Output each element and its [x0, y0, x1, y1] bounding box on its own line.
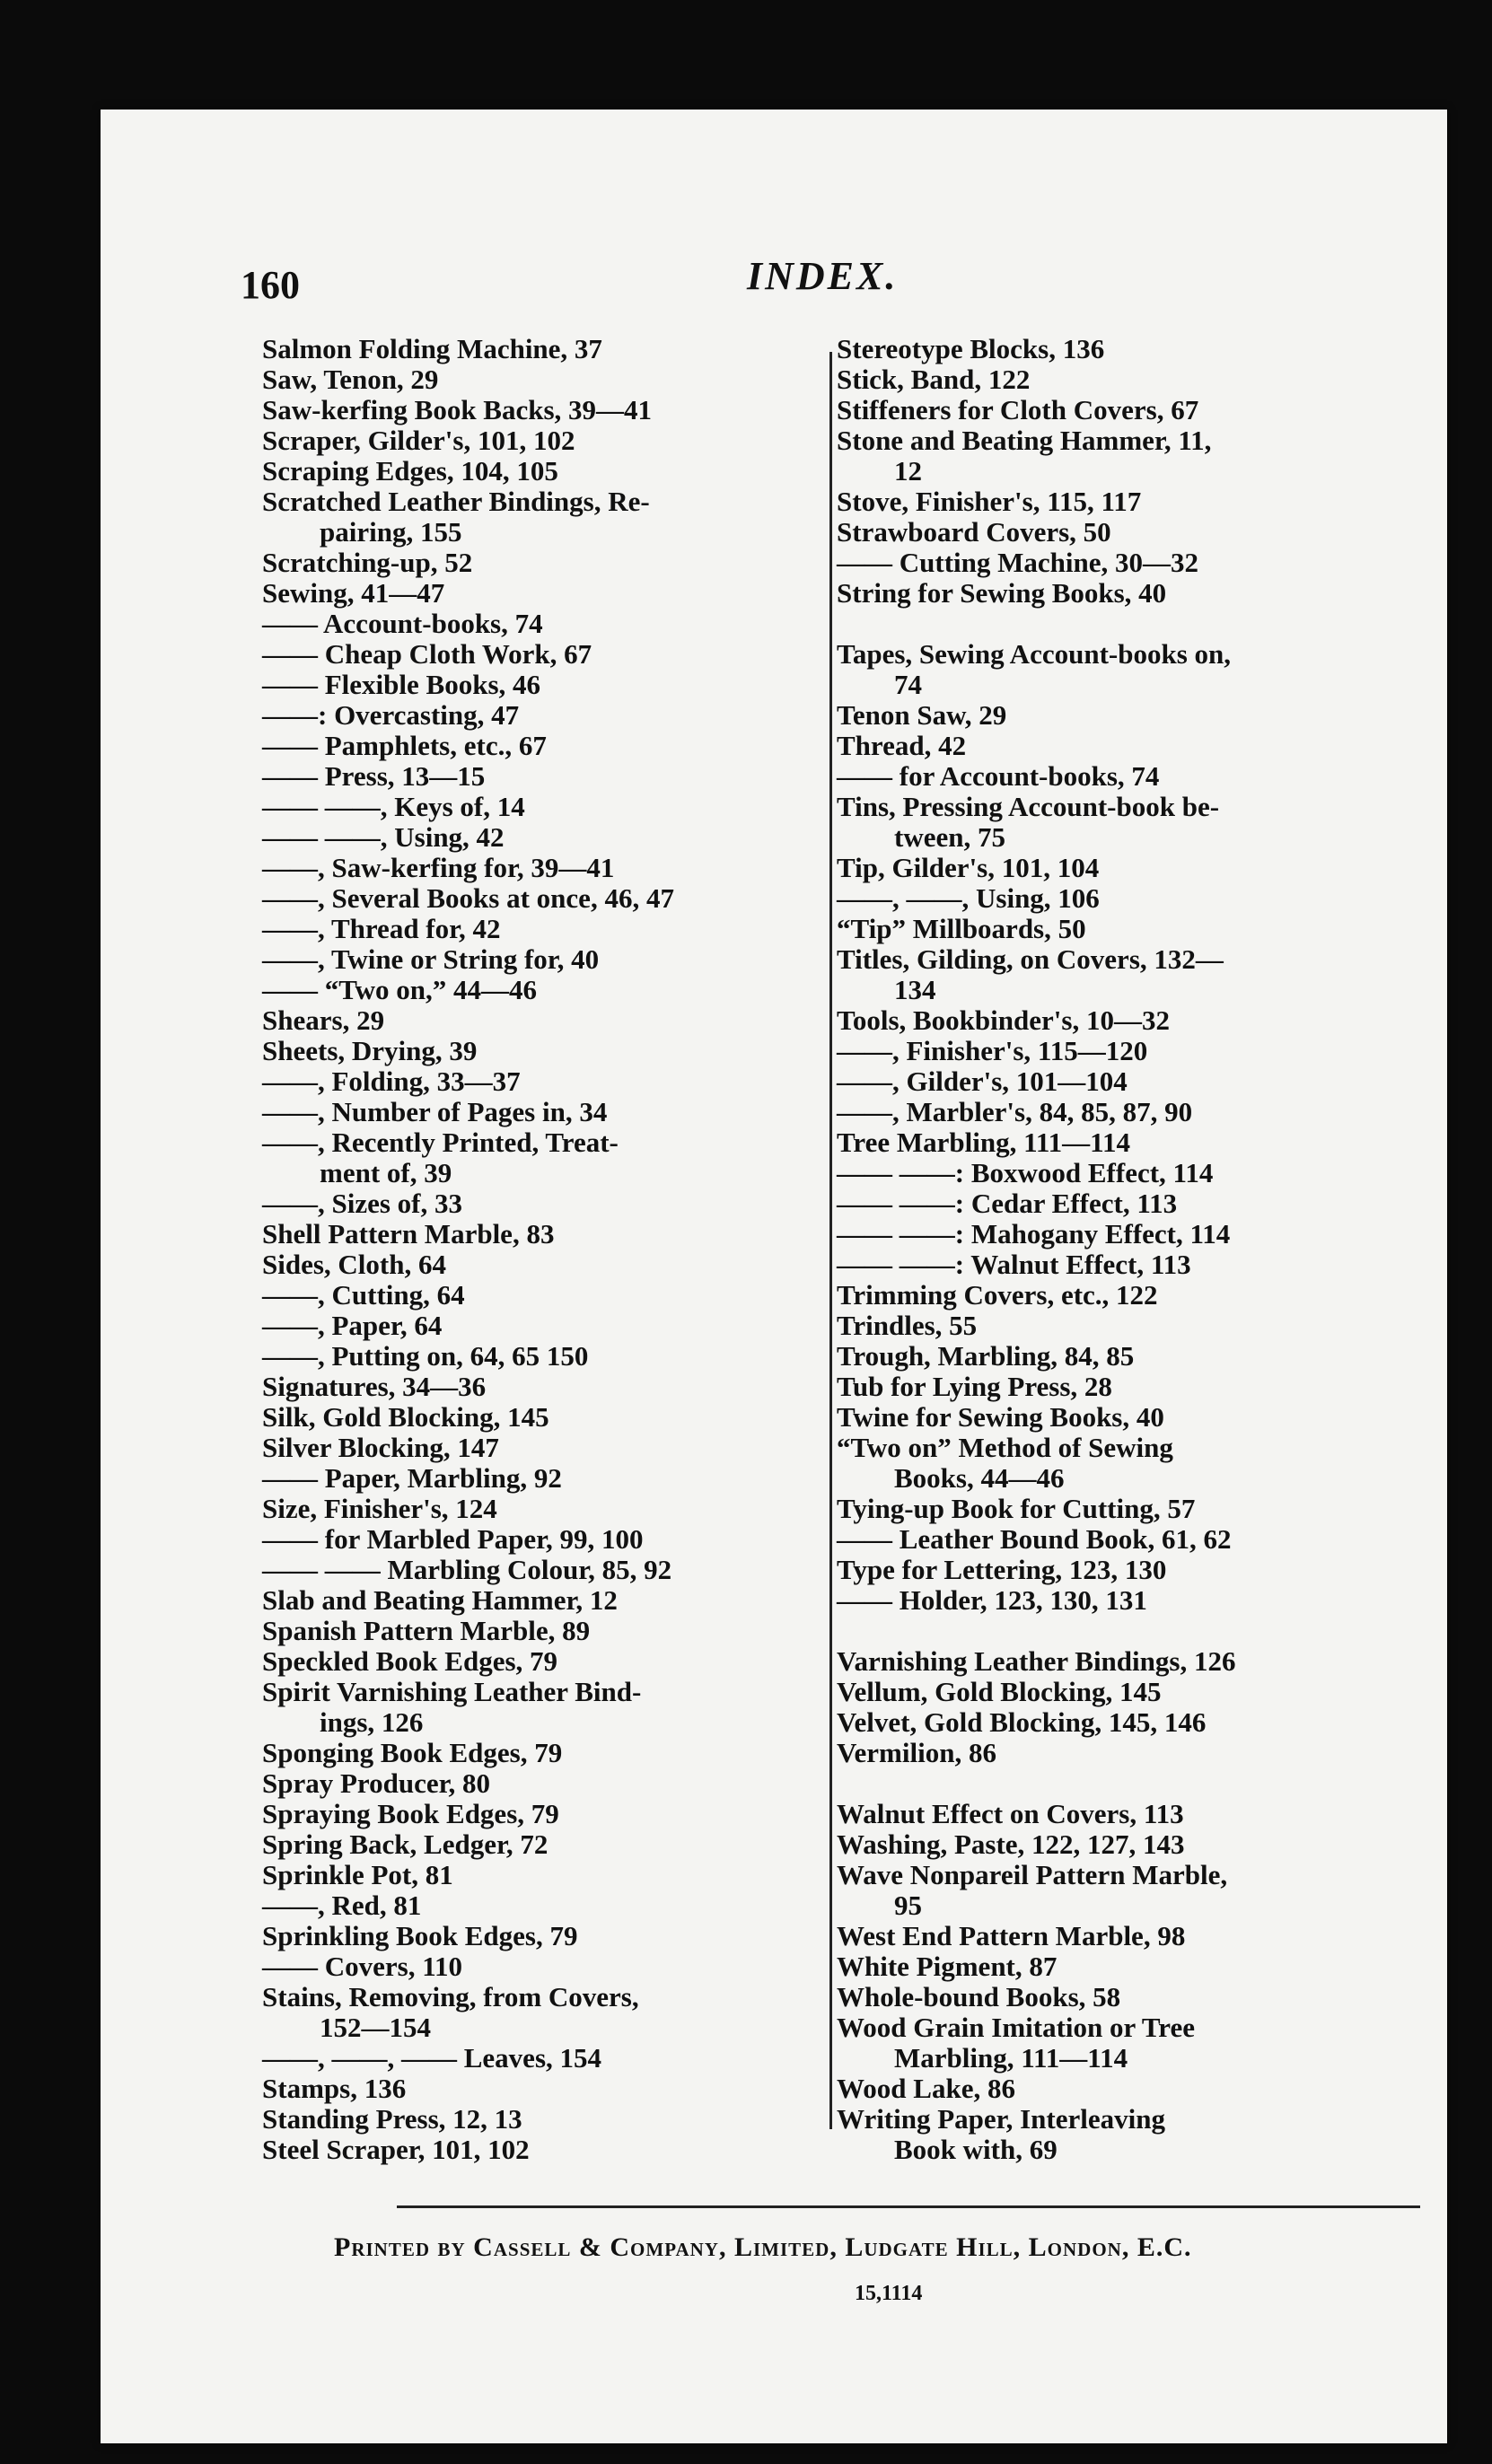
- index-entry: —— Holder, 123, 130, 131: [837, 1584, 1147, 1616]
- index-entry: Strawboard Covers, 50: [837, 516, 1111, 548]
- index-entry: Spray Producer, 80: [262, 1767, 491, 1799]
- index-entry: Vermilion, 86: [837, 1737, 996, 1768]
- index-entry: Twine for Sewing Books, 40: [837, 1401, 1164, 1433]
- index-entry: Spring Back, Ledger, 72: [262, 1828, 549, 1860]
- section-gap: [837, 1616, 1429, 1646]
- index-entry: Stiffeners for Cloth Covers, 67: [837, 394, 1199, 425]
- page-number: 160: [241, 263, 300, 307]
- index-entry: tween, 75: [894, 821, 1005, 853]
- index-entry: Wood Grain Imitation or Tree: [837, 2012, 1195, 2043]
- index-entry: ——, Saw-kerfing for, 39—41: [262, 852, 615, 883]
- index-entry: ——, Marbler's, 84, 85, 87, 90: [837, 1096, 1193, 1127]
- index-entry: Saw, Tenon, 29: [262, 364, 439, 395]
- index-entry: West End Pattern Marble, 98: [837, 1920, 1186, 1951]
- index-entry: pairing, 155: [320, 516, 462, 548]
- index-entry: Tins, Pressing Account-book be-: [837, 791, 1220, 822]
- index-entry: Sewing, 41—47: [262, 577, 445, 609]
- index-entry: Stick, Band, 122: [837, 364, 1031, 395]
- index-entry: —— Account-books, 74: [262, 608, 543, 639]
- index-entry: Stains, Removing, from Covers,: [262, 1981, 639, 2012]
- page-header: [101, 254, 1447, 325]
- index-entry: Velvet, Gold Blocking, 145, 146: [837, 1706, 1207, 1738]
- index-column-left: [262, 334, 846, 2165]
- index-entry: Tip, Gilder's, 101, 104: [837, 852, 1100, 883]
- index-entry: Whole-bound Books, 58: [837, 1981, 1121, 2012]
- index-entry: Scraping Edges, 104, 105: [262, 455, 558, 487]
- index-entry: ment of, 39: [320, 1157, 452, 1188]
- index-entry: Spraying Book Edges, 79: [262, 1798, 559, 1829]
- index-entry: ——, Twine or String for, 40: [262, 943, 600, 975]
- index-entry: ——, Thread for, 42: [262, 913, 501, 944]
- index-entry: —— ——, Keys of, 14: [262, 791, 525, 822]
- index-entry: —— for Account-books, 74: [837, 760, 1160, 792]
- index-entry: Steel Scraper, 101, 102: [262, 2134, 530, 2165]
- index-entry: Stone and Beating Hammer, 11,: [837, 425, 1212, 456]
- index-entry: Tapes, Sewing Account-books on,: [837, 638, 1231, 670]
- index-entry: Sponging Book Edges, 79: [262, 1737, 563, 1768]
- index-entry: Sprinkling Book Edges, 79: [262, 1920, 578, 1951]
- index-entry: —— ——: Cedar Effect, 113: [837, 1188, 1178, 1219]
- index-entry: ——, Finisher's, 115—120: [837, 1035, 1148, 1066]
- index-entry: —— Flexible Books, 46: [262, 669, 541, 700]
- index-entry: Salmon Folding Machine, 37: [262, 333, 602, 364]
- index-entry: —— “Two on,” 44—46: [262, 974, 538, 1005]
- index-entry: Book with, 69: [894, 2134, 1058, 2165]
- index-entry: —— Paper, Marbling, 92: [262, 1462, 562, 1494]
- index-entry: ——, Several Books at once, 46, 47: [262, 882, 674, 914]
- index-entry: “Two on” Method of Sewing: [837, 1432, 1173, 1463]
- index-entry: Spanish Pattern Marble, 89: [262, 1615, 591, 1646]
- index-entry: ——, Red, 81: [262, 1890, 422, 1921]
- section-gap: [837, 609, 1429, 639]
- index-entry: Walnut Effect on Covers, 113: [837, 1798, 1184, 1829]
- index-entry: Vellum, Gold Blocking, 145: [837, 1676, 1162, 1707]
- index-entry: —— Press, 13—15: [262, 760, 486, 792]
- index-entry: Sides, Cloth, 64: [262, 1249, 446, 1280]
- index-entry: Standing Press, 12, 13: [262, 2103, 522, 2135]
- index-entry: ——, Gilder's, 101—104: [837, 1065, 1128, 1097]
- index-entry: —— Covers, 110: [262, 1951, 463, 1982]
- index-entry: ——, Sizes of, 33: [262, 1188, 463, 1219]
- index-entry: ——, Putting on, 64, 65 150: [262, 1340, 589, 1372]
- section-gap: [837, 1768, 1429, 1799]
- index-entry: Sheets, Drying, 39: [262, 1035, 478, 1066]
- index-entry: Signatures, 34—36: [262, 1371, 487, 1402]
- index-entry: Thread, 42: [837, 730, 967, 761]
- index-entry: Trimming Covers, etc., 122: [837, 1279, 1158, 1311]
- index-entry: ——, Number of Pages in, 34: [262, 1096, 608, 1127]
- index-entry: Marbling, 111—114: [894, 2042, 1128, 2074]
- index-entry: White Pigment, 87: [837, 1951, 1058, 1982]
- index-entry: 95: [894, 1890, 922, 1921]
- footer-rule: [397, 2205, 1420, 2208]
- index-entry: Tenon Saw, 29: [837, 699, 1007, 731]
- index-entry: Silver Blocking, 147: [262, 1432, 499, 1463]
- index-entry: 134: [894, 974, 936, 1005]
- index-entry: —— Leather Bound Book, 61, 62: [837, 1523, 1232, 1555]
- index-entry: ——, Recently Printed, Treat-: [262, 1127, 619, 1158]
- column-divider: [829, 352, 832, 2129]
- index-entry: —— ——: Mahogany Effect, 114: [837, 1218, 1231, 1250]
- index-entry: —— ——: Walnut Effect, 113: [837, 1249, 1191, 1280]
- index-entry: Size, Finisher's, 124: [262, 1493, 497, 1524]
- index-entry: 152—154: [320, 2012, 431, 2043]
- index-entry: Tub for Lying Press, 28: [837, 1371, 1112, 1402]
- index-entry: Scratching-up, 52: [262, 547, 473, 578]
- index-entry: “Tip” Millboards, 50: [837, 913, 1086, 944]
- index-entry: ——, Paper, 64: [262, 1310, 443, 1341]
- index-entry: Titles, Gilding, on Covers, 132—: [837, 943, 1224, 975]
- book-page: [101, 110, 1447, 2443]
- printer-imprint: Printed by Cassell & Company, Limited, Ludgate Hill, London, E.C.: [334, 2232, 1192, 2262]
- index-entry: Slab and Beating Hammer, 12: [262, 1584, 618, 1616]
- index-entry: ——, Cutting, 64: [262, 1279, 465, 1311]
- index-entry: Books, 44—46: [894, 1462, 1065, 1494]
- index-entry: Shell Pattern Marble, 83: [262, 1218, 555, 1250]
- index-entry: —— Cutting Machine, 30—32: [837, 547, 1198, 578]
- index-entry: —— Cheap Cloth Work, 67: [262, 638, 592, 670]
- index-entry: Trough, Marbling, 84, 85: [837, 1340, 1135, 1372]
- index-entry: —— Pamphlets, etc., 67: [262, 730, 547, 761]
- index-entry: Varnishing Leather Bindings, 126: [837, 1645, 1236, 1677]
- index-entry: Speckled Book Edges, 79: [262, 1645, 558, 1677]
- index-entry: Sprinkle Pot, 81: [262, 1859, 453, 1890]
- index-entry: Spirit Varnishing Leather Bind-: [262, 1676, 642, 1707]
- index-entry: Trindles, 55: [837, 1310, 978, 1341]
- index-entry: Stamps, 136: [262, 2073, 407, 2104]
- index-entry: Tree Marbling, 111—114: [837, 1127, 1130, 1158]
- index-entry: ——, ——, —— Leaves, 154: [262, 2042, 602, 2074]
- index-entry: Tying-up Book for Cutting, 57: [837, 1493, 1196, 1524]
- index-entry: String for Sewing Books, 40: [837, 577, 1167, 609]
- index-entry: 74: [894, 669, 922, 700]
- index-entry: ——, Folding, 33—37: [262, 1065, 521, 1097]
- index-entry: —— ——: Boxwood Effect, 114: [837, 1157, 1214, 1188]
- index-entry: Wood Lake, 86: [837, 2073, 1015, 2104]
- index-entry: ——, ——, Using, 106: [837, 882, 1100, 914]
- index-entry: ——: Overcasting, 47: [262, 699, 520, 731]
- index-entry: Saw-kerfing Book Backs, 39—41: [262, 394, 653, 425]
- index-entry: Writing Paper, Interleaving: [837, 2103, 1165, 2135]
- index-entry: Wave Nonpareil Pattern Marble,: [837, 1859, 1228, 1890]
- print-code: 15,1114: [855, 2282, 923, 2305]
- index-entry: Shears, 29: [262, 1004, 385, 1036]
- index-entry: Tools, Bookbinder's, 10—32: [837, 1004, 1170, 1036]
- index-entry: Type for Lettering, 123, 130: [837, 1554, 1167, 1585]
- running-head: INDEX.: [747, 254, 899, 298]
- index-entry: —— for Marbled Paper, 99, 100: [262, 1523, 644, 1555]
- index-entry: Silk, Gold Blocking, 145: [262, 1401, 549, 1433]
- index-entry: —— ——, Using, 42: [262, 821, 505, 853]
- index-entry: —— —— Marbling Colour, 85, 92: [262, 1554, 672, 1585]
- index-entry: Scraper, Gilder's, 101, 102: [262, 425, 575, 456]
- index-entry: Stereotype Blocks, 136: [837, 333, 1105, 364]
- index-entry: Scratched Leather Bindings, Re-: [262, 486, 650, 517]
- index-column-right: [837, 334, 1429, 2165]
- index-entry: 12: [894, 455, 922, 487]
- index-entry: ings, 126: [320, 1706, 424, 1738]
- index-entry: Washing, Paste, 122, 127, 143: [837, 1828, 1185, 1860]
- index-entry: Stove, Finisher's, 115, 117: [837, 486, 1142, 517]
